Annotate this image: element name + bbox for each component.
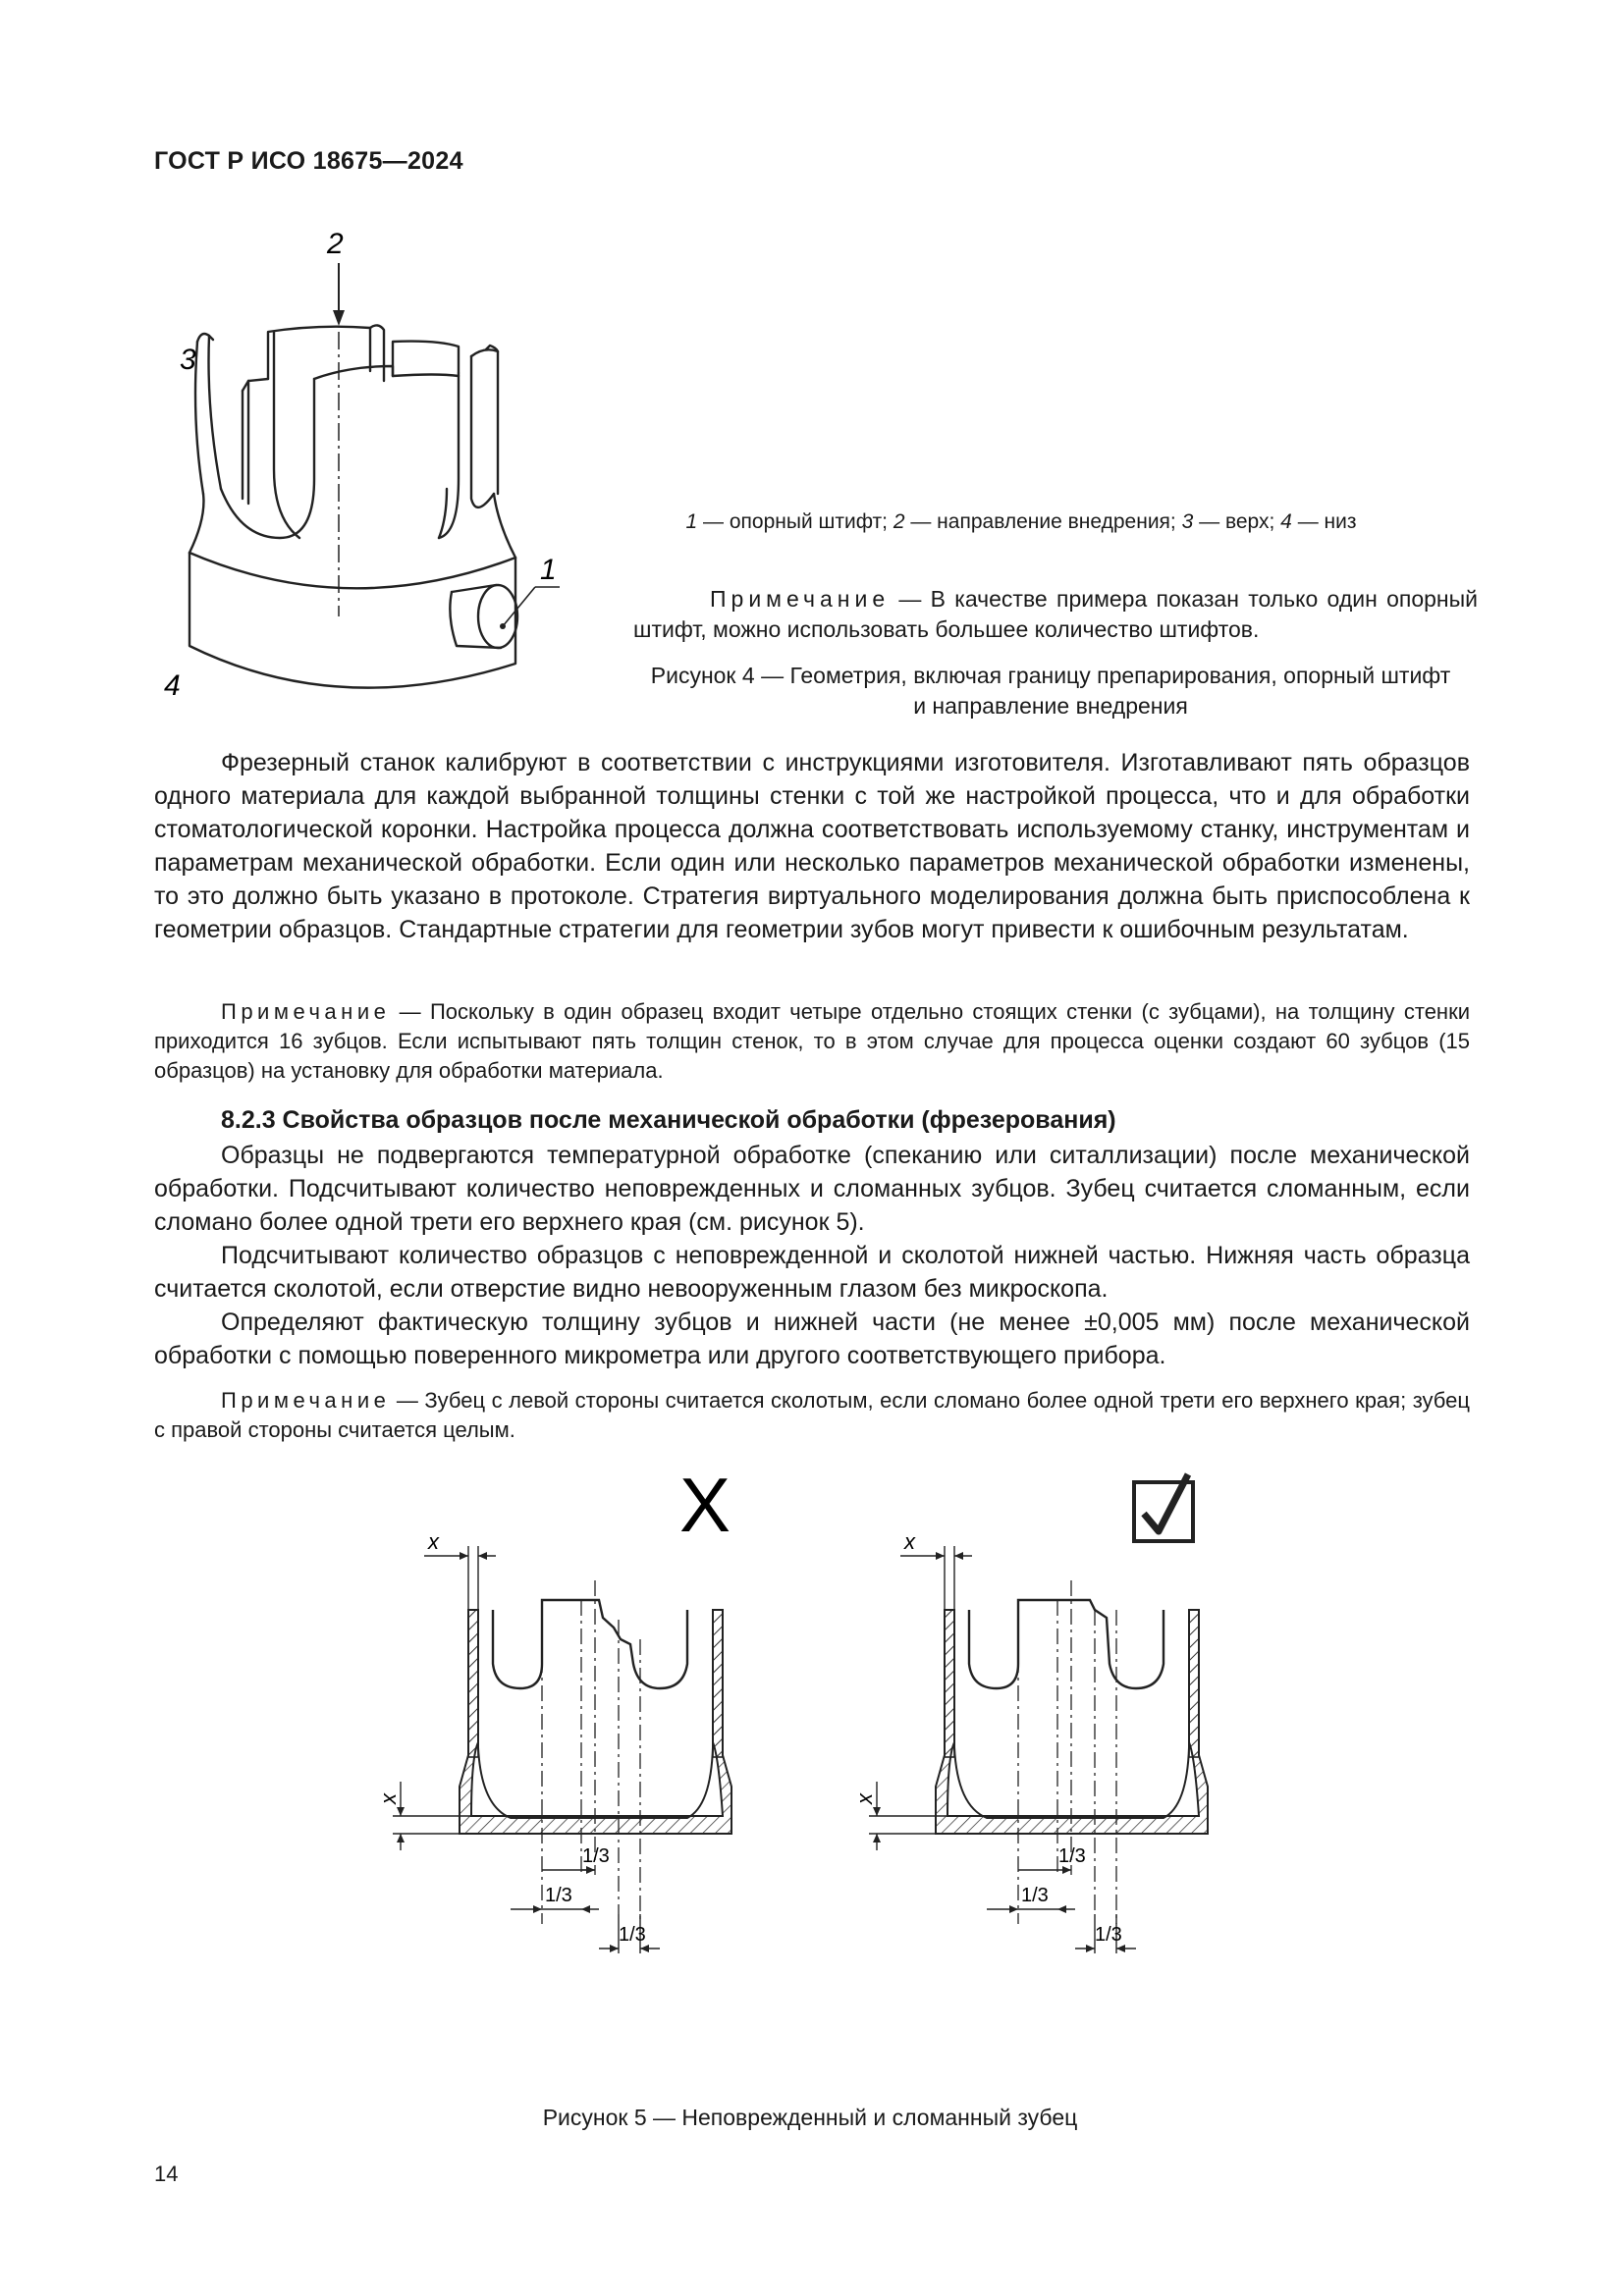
callout-1: 1 [540, 554, 557, 586]
legend-num-1: 1 [685, 510, 698, 533]
section-heading: 8.2.3 Свойства образцов после механической обработки (фрезерования) [221, 1106, 1116, 1134]
paragraph-2-text: Образцы не подвергаются температурной обработке (спеканию или ситаллизации) после механической обработки. Подсчитывают количество неповрежденных и сломанных зубцов. Зубец считается сломанным, если сломано более одной трети его верхнего края (см. рисунок 5). [154, 1142, 1470, 1236]
dim-x-side-right: x [852, 1793, 877, 1804]
paragraph-4 [154, 1306, 1470, 1372]
legend-text-3: — верх; [1193, 510, 1281, 533]
legend-num-2: 2 [893, 510, 905, 533]
legend-text-2: — направление внедрения; [904, 510, 1182, 533]
dim-third-3: 1/3 [619, 1924, 646, 1946]
legend-text-4: — низ [1291, 510, 1357, 533]
callout-2: 2 [327, 228, 344, 260]
note-text: — В качестве примера показан только один опорный штифт, можно использовать большее количество штифтов. [633, 586, 1478, 642]
figure-4-caption: Рисунок 4 — Геометрия, включая границу препарирования, опорный штифт и направление внедрения [650, 663, 1451, 719]
intact-tooth-diagram [852, 1474, 1208, 1953]
figure-5-drawing [373, 1463, 1247, 2071]
note-2 [154, 1386, 1470, 1445]
dim-third-5: 1/3 [1021, 1885, 1049, 1906]
note-2-lead: Примечание [221, 1388, 391, 1413]
legend-num-3: 3 [1181, 510, 1194, 533]
callout-3: 3 [180, 344, 196, 376]
paragraph-4-text: Определяют фактическую толщину зубцов и нижней части (не менее ±0,005 мм) после механической обработки с помощью поверенного микрометра или другого соответствующего прибора. [154, 1308, 1470, 1369]
paragraph-1 [154, 746, 1470, 946]
check-box-icon [1134, 1482, 1193, 1541]
paragraph-1-text: Фрезерный станок калибруют в соответствии с инструкциями изготовителя. Изготавливают пять образцов одного материала для каждой выбранной толщины стенки с той же настройкой процесса, что и для обработки стоматологической коронки. Настройка процесса должна соответствовать используемому станку, инструментам и параметрам механической обработки. Если один или несколько параметров механической обработки изменены, то это должно быть указано в протоколе. Стратегия виртуального моделирования должна быть приспособлена к геометрии образцов. Стандартные стратегии для геометрии зубов могут привести к ошибочным результатам. [154, 749, 1470, 943]
figure-4-note [633, 584, 1478, 645]
dim-third-2: 1/3 [545, 1885, 572, 1906]
legend-text-1: — опорный штифт; [697, 510, 893, 533]
paragraph-3-text: Подсчитывают количество образцов с неповрежденной и сколотой нижней частью. Нижняя часть образца считается сколотой, если отверстие видно невооруженным глазом без микроскопа. [154, 1242, 1470, 1303]
note-1-text: — Поскольку в один образец входит четыре отдельно стоящих стенки (с зубцами), на толщину стенки приходится 16 зубцов. Если испытывают пять толщин стенок, то в этом случае для процесса оценки создают 60 зубцов (15 образцов) на установку для обработки материала. [154, 999, 1470, 1083]
paragraph-3 [154, 1239, 1470, 1306]
dim-x-top-left: x [428, 1529, 439, 1554]
note-lead: Примечание [710, 586, 891, 612]
broken-mark-x: X [679, 1463, 731, 1548]
note-2-text: — Зубец с левой стороны считается сколотым, если сломано более одной трети его верхнего края; зубец с правой стороны считается целым. [154, 1388, 1470, 1442]
note-1-lead: Примечание [221, 999, 391, 1024]
legend-num-4: 4 [1280, 510, 1292, 533]
callout-4: 4 [164, 669, 181, 702]
dim-third-6: 1/3 [1095, 1924, 1122, 1946]
dim-x-top-right: x [904, 1529, 915, 1554]
page-number: 14 [154, 2162, 179, 2186]
note-1 [154, 997, 1470, 1086]
dim-third-4: 1/3 [1058, 1845, 1086, 1867]
broken-tooth-diagram [376, 1463, 731, 1953]
dim-third-1: 1/3 [582, 1845, 610, 1867]
figure-4-drawing [152, 224, 594, 724]
figure-4-legend [628, 510, 1414, 534]
figure-5-caption: Рисунок 5 — Неповрежденный и сломанный зубец [542, 2105, 1078, 2130]
document-header: ГОСТ Р ИСО 18675—2024 [154, 147, 463, 175]
paragraph-2 [154, 1139, 1470, 1239]
dim-x-side-left: x [376, 1793, 401, 1804]
